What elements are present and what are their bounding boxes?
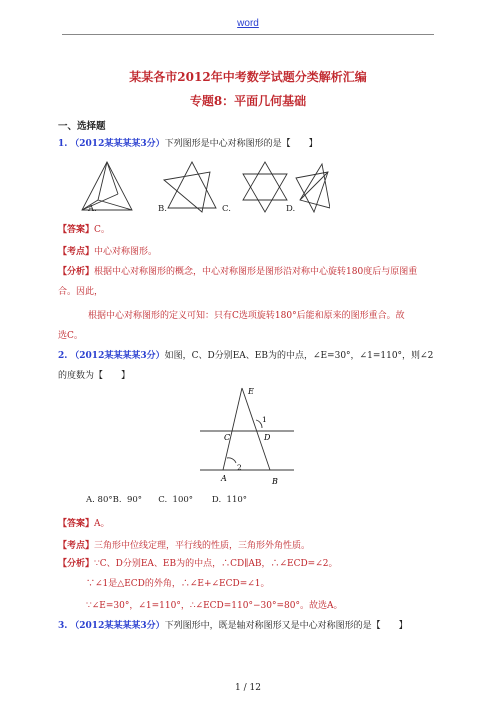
figure-c xyxy=(243,162,287,212)
answer-text: A。 xyxy=(94,519,110,529)
question-1-fenxi-line-3: 根据中心对称图形的定义可知：只有C选项旋转180°后能和原来的图形重合。故 xyxy=(88,311,405,321)
answer-text: C。 xyxy=(94,225,110,235)
question-source: （2012某某某某3分） xyxy=(70,621,165,631)
topic-title: 专题8：平面几何基础 xyxy=(189,94,307,108)
section-heading: 一、选择题 xyxy=(58,121,106,132)
label-angle-2: 2 xyxy=(237,463,242,472)
option-b-label: B. xyxy=(158,204,167,214)
header-link[interactable]: word xyxy=(237,18,259,29)
question-1-answer xyxy=(58,224,110,237)
segment-ea xyxy=(223,388,242,470)
angle-2-arc xyxy=(227,458,236,463)
question-1-stem xyxy=(58,138,318,151)
question-text: 下列图形中，既是轴对称图形又是中心对称图形的是【 】 xyxy=(164,621,408,631)
answer-tag: 【答案】 xyxy=(58,225,95,235)
question-number: 3. xyxy=(58,621,68,631)
option-c-label: C. xyxy=(222,204,231,214)
label-angle-1: 1 xyxy=(262,415,267,424)
question-1-fenxi-line-4: 选C。 xyxy=(58,331,83,341)
kaodian-tag: 【考点】 xyxy=(58,541,95,551)
figure-a xyxy=(82,162,132,210)
header-divider xyxy=(62,34,434,35)
question-2-kaodian xyxy=(58,540,310,553)
question-1-kaodian xyxy=(58,246,157,259)
label-a: A xyxy=(221,474,227,483)
question-2-stem xyxy=(58,350,433,363)
question-2-options: A. 80°B. 90° C. 100° D. 110° xyxy=(86,495,248,505)
segment-eb xyxy=(242,388,270,470)
fenxi-tag: 【分析】 xyxy=(58,267,95,277)
question-2-fenxi-line-3: ∵∠E=30°，∠1=110°，∴∠ECD=110°−30°=80°。故选A。 xyxy=(86,601,343,611)
fenxi-text: ∵C、D分别EA、EB为的中点，∴CD∥AB，∴∠ECD=∠2。 xyxy=(94,559,338,569)
label-b: B xyxy=(272,477,278,486)
fenxi-tag: 【分析】 xyxy=(58,559,95,569)
question-2-fenxi xyxy=(58,558,338,571)
page-number: 1 / 12 xyxy=(235,683,261,693)
figure-b xyxy=(164,162,216,212)
kaodian-tag: 【考点】 xyxy=(58,247,95,257)
option-d-label: D. xyxy=(286,204,296,214)
question-source: （2012某某某某3分） xyxy=(70,139,165,149)
question-2-answer xyxy=(58,518,110,531)
document-title: 某某各市2012年中考数学试题分类解析汇编 xyxy=(129,70,367,84)
label-d: D xyxy=(264,433,271,442)
question-3-stem xyxy=(58,620,408,633)
kaodian-text: 三角形中位线定理，平行线的性质，三角形外角性质。 xyxy=(94,541,311,551)
question-number: 2. xyxy=(58,351,68,361)
figure-d xyxy=(296,164,330,212)
question-text: 如图，C、D分别EA、EB为的中点，∠E=30°，∠1=110°，则∠2 xyxy=(164,351,434,361)
label-c: C xyxy=(224,433,231,442)
answer-tag: 【答案】 xyxy=(58,519,95,529)
label-e: E xyxy=(248,387,254,396)
question-2-figure xyxy=(196,384,298,490)
kaodian-text: 中心对称图形。 xyxy=(94,247,158,257)
question-number: 1. xyxy=(58,139,68,149)
question-text: 下列图形是中心对称图形的是【 】 xyxy=(164,139,318,149)
question-1-fenxi xyxy=(58,266,417,279)
option-a-label: A. xyxy=(88,204,97,214)
fenxi-text: 根据中心对称图形的概念，中心对称图形是图形沿对称中心旋转180度后与原图重 xyxy=(94,267,418,277)
question-2-fenxi-line-2: ∵∠1是△ECD的外角，∴∠E+∠ECD=∠1。 xyxy=(86,579,270,589)
question-source: （2012某某某某3分） xyxy=(70,351,165,361)
question-1-fenxi-line-2: 合。因此， xyxy=(58,287,104,297)
question-2-stem-line-2: 的度数为【 】 xyxy=(58,371,131,381)
